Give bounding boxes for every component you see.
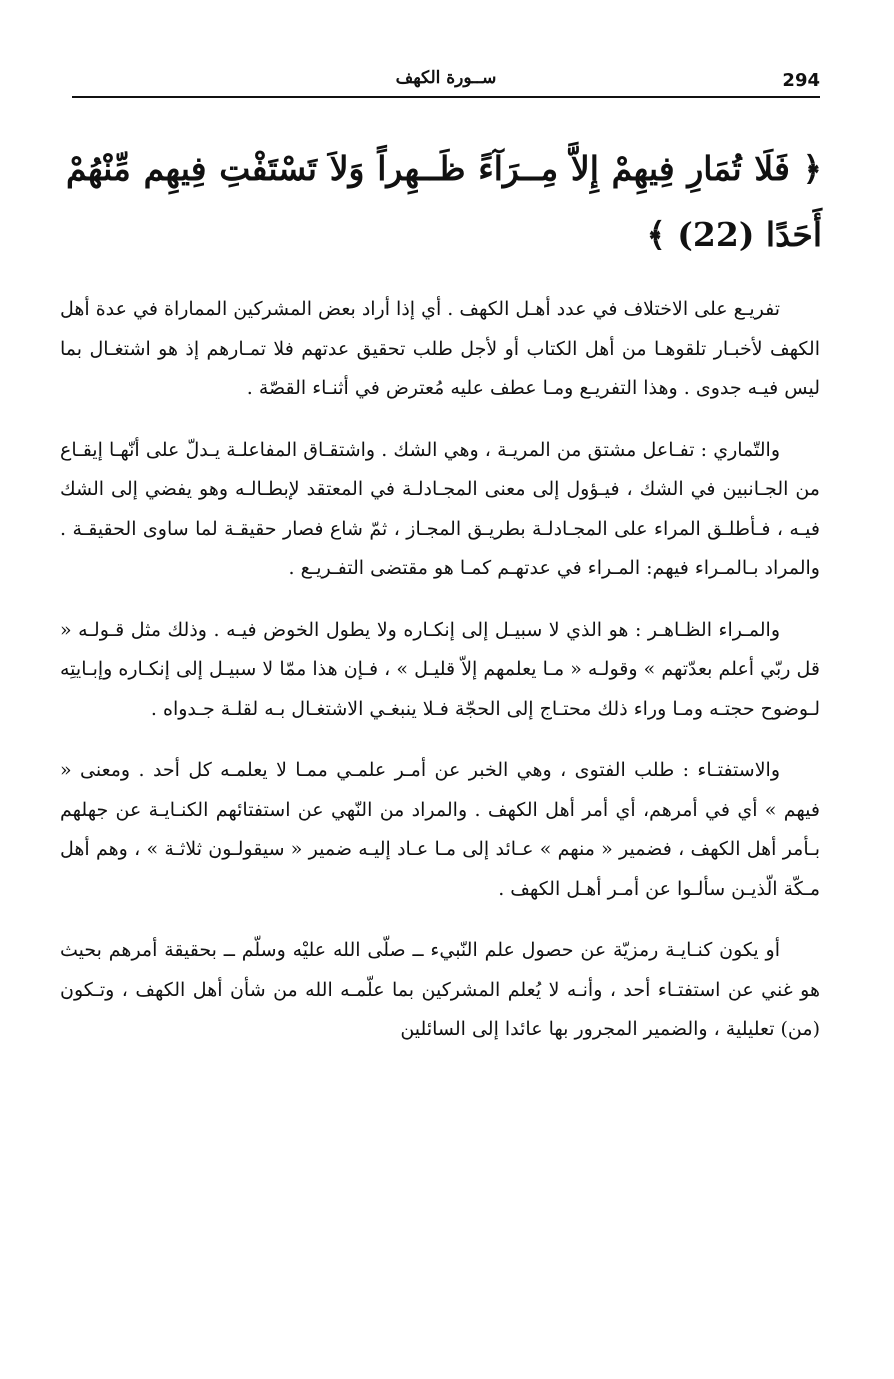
page-number: 294 [782, 70, 820, 91]
paragraph-5: أو يكون كنـايـة رمزيّة عن حصول علم النّبيء ــ صلّى الله عليْه وسلّم ــ بحقيقة أمرهم بحيث هو غني عن استفتـاء أحد ، وأنـه لا يُعلم المشركين بما علّمـه الله من شأن أهل الكهف ، وتـكون (من) تعليلية ، والضمير المجرور بها عائدا إلى السائلين [60, 939, 820, 1040]
page-header [72, 64, 820, 100]
header-rule [72, 96, 820, 98]
paragraph-2: والتّماري : تفـاعل مشتق من المريـة ، وهي الشك . واشتقـاق المفاعلـة يـدلّ على أنّهـا إيقـاع من الجـانبين في الشك ، فيـؤول إلى معنى المجـادلـة في المعتقد لإبطـالـه وهو يفضي إلى الشك فيـه ، فـأطلـق المراء على المجـادلـة بطريـق المجـاز ، ثمّ شاع فصار حقيقـة لما ساوى الحقيقـة . والمراد بـالمـراء فيهم: المـراء في عدتهـم كمـا هو مقتضى التفـريـع . [60, 438, 820, 579]
paragraph-1: تفريـع على الاختلاف في عدد أهـل الكهف . أي إذا أراد بعض المشركين المماراة في عدة أهل الكهف لأخبـار تلقوهـا من أهل الكتاب أو لأجل طلب تحقيق عدتهم فلا تمـارهم إذ هو اشتغـال بما ليس فيـه جدوى . وهذا التفريـع ومـا عطف عليه مُعترض في أثنـاء القصّة . [60, 298, 820, 399]
running-title: ســورة الكهف [395, 68, 497, 88]
paragraph-3: والمـراء الظـاهـر : هو الذي لا سبيـل إلى إنكـاره ولا يطول الخوض فيـه . وذلك مثل قـولـه « قل ربّي أعلم بعدّتهم » وقولـه « مـا يعلمهم إلاّ قليـل » ، فـإن هذا ممّا لا سبيـل إلى إنكـاره وإبـايتِه لـوضوح حجتـه ومـا وراء ذلك محتـاج إلى الحجّة فـلا ينبغـي الاشتغـال بـه لقلـة جـدواه . [60, 618, 820, 720]
paragraph-4: والاستفتـاء : طلب الفتوى ، وهي الخبر عن أمـر علمـي ممـا لا يعلمـه كل أحد . ومعنى « فيهم » أي في أمرهم، أي أمر أهل الكهف . والمراد من النّهي عن استفتائهم الكنـايـة عن جهلهم بـأمر أهل الكهف ، فضمير « منهم » عـائد إلى مـا عـاد إليـه ضمير « سيقولـون ثلاثـة » ، وهم أهل مـكّة الّذيـن سألـوا عن أمـر أهـل الكهف . [60, 759, 820, 900]
quran-verse: ﴿ فَلَا تُمَارِ فِيهِمْ إِلاَّ مِــرَآءً ظَــهِراً وَلاَ تَسْتَفْتِ فِيهِم مِّنْهُمْ أَحَدًا (22) ﴾ [66, 149, 822, 254]
commentary-body [60, 290, 820, 1072]
